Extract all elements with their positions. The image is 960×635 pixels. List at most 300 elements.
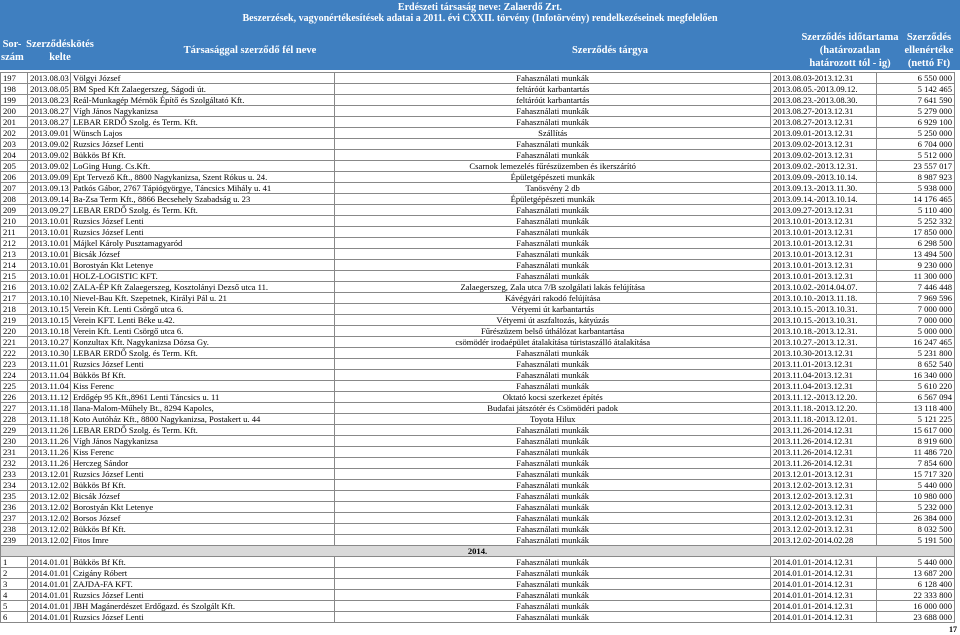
table-row	[1, 249, 955, 260]
row-date: 2013.09.14	[28, 194, 71, 205]
row-subject: Toyota Hilux	[335, 414, 771, 425]
row-date: 2013.10.01	[28, 216, 71, 227]
row-number: 239	[1, 535, 28, 546]
row-number: 221	[1, 337, 28, 348]
row-party: LEBAR ERDŐ Szolg. és Term. Kft.	[70, 348, 334, 359]
row-subject: Fahasználati munkák	[335, 524, 771, 535]
table-row	[1, 370, 955, 381]
contracts-table	[0, 72, 955, 623]
table-row	[1, 95, 955, 106]
row-subject: Fahasználati munkák	[335, 227, 771, 238]
row-party: Völgyi József	[70, 73, 334, 84]
row-party: Erdőgép 95 Kft.,8961 Lenti Táncsics u. 11	[70, 392, 334, 403]
row-subject: Csarnok lemezelés fűrészüzemben és ikerszárító	[335, 161, 771, 172]
row-number: 222	[1, 348, 28, 359]
row-subject: Budafai játszótér és Csömödéri padok	[335, 403, 771, 414]
row-party: HOLZ-LOGISTIC KFT.	[70, 271, 334, 282]
row-date: 2013.12.02	[28, 535, 71, 546]
row-duration: 2013.12.02-2013.12.31	[771, 491, 877, 502]
table-row	[1, 568, 955, 579]
row-subject: Fahasználati munkák	[335, 139, 771, 150]
table-row	[1, 227, 955, 238]
row-value: 8 032 500	[876, 524, 954, 535]
row-date: 2013.08.27	[28, 117, 71, 128]
row-subject: Fahasználati munkák	[335, 260, 771, 271]
row-duration: 2013.12.01-2013.12.31	[771, 469, 877, 480]
col-header-kelte: Szerződéskötés kelte	[26, 39, 94, 63]
row-number: 234	[1, 480, 28, 491]
row-duration: 2013.12.02-2013.12.31	[771, 513, 877, 524]
table-row	[1, 469, 955, 480]
row-subject: Fahasználati munkák	[335, 590, 771, 601]
row-value: 5 279 000	[876, 106, 954, 117]
row-party: Májkel Károly Pusztamagyaród	[70, 238, 334, 249]
row-duration: 2013.12.02-2013.12.31	[771, 502, 877, 513]
row-date: 2013.11.12	[28, 392, 71, 403]
row-number: 228	[1, 414, 28, 425]
row-subject: Fahasználati munkák	[335, 513, 771, 524]
row-party: Ruzsics József Lenti	[70, 139, 334, 150]
row-duration: 2013.10.01-2013.12.31	[771, 216, 877, 227]
row-value: 5 938 000	[876, 183, 954, 194]
row-value: 5 512 000	[876, 150, 954, 161]
row-value: 14 176 465	[876, 194, 954, 205]
row-date: 2014.01.01	[28, 601, 71, 612]
row-duration: 2013.10.01-2013.12.31	[771, 249, 877, 260]
row-party: Bükkös Bf Kft.	[70, 524, 334, 535]
row-subject: Fahasználati munkák	[335, 436, 771, 447]
row-number: 223	[1, 359, 28, 370]
table-row	[1, 348, 955, 359]
row-value: 6 298 500	[876, 238, 954, 249]
row-duration: 2013.12.02-2014.02.28	[771, 535, 877, 546]
row-subject: Fahasználati munkák	[335, 491, 771, 502]
row-number: 203	[1, 139, 28, 150]
table-row	[1, 447, 955, 458]
row-subject: Épületgépészeti munkák	[335, 194, 771, 205]
row-party: JBH Magánerdészet Erdőgazd. és Szolgált Kft.	[70, 601, 334, 612]
row-value: 8 987 923	[876, 172, 954, 183]
row-date: 2013.11.18	[28, 414, 71, 425]
row-party: Bükkös Bf Kft.	[70, 480, 334, 491]
row-number: 235	[1, 491, 28, 502]
row-duration: 2013.10.30-2013.12.31	[771, 348, 877, 359]
row-party: Konzultax Kft. Nagykanizsa Dózsa Gy.	[70, 337, 334, 348]
row-date: 2013.10.27	[28, 337, 71, 348]
row-value: 23 688 000	[876, 612, 954, 623]
row-duration: 2014.01.01-2014.12.31	[771, 579, 877, 590]
row-date: 2013.08.05	[28, 84, 71, 95]
table-row	[1, 601, 955, 612]
row-party: ZAJDA-FA KFT.	[70, 579, 334, 590]
row-party: Verein Kft. Lenti Csörgő utca 6.	[70, 326, 334, 337]
row-number: 210	[1, 216, 28, 227]
table-row	[1, 150, 955, 161]
row-date: 2013.10.02	[28, 282, 71, 293]
row-date: 2013.10.15	[28, 304, 71, 315]
row-date: 2013.09.13	[28, 183, 71, 194]
row-date: 2013.11.26	[28, 436, 71, 447]
row-duration: 2013.10.15.-2013.10.31.	[771, 315, 877, 326]
row-value: 23 557 017	[876, 161, 954, 172]
table-row	[1, 359, 955, 370]
row-duration: 2013.11.01-2013.12.31	[771, 359, 877, 370]
row-subject: Fahasználati munkák	[335, 205, 771, 216]
row-value: 5 191 500	[876, 535, 954, 546]
col-header-value: Szerződés ellenértéke (nettó Ft)	[904, 32, 954, 69]
row-duration: 2013.09.01-2013.12.31	[771, 128, 877, 139]
row-number: 226	[1, 392, 28, 403]
row-duration: 2013.10.01-2013.12.31	[771, 271, 877, 282]
row-number: 216	[1, 282, 28, 293]
col-header-subject: Szerződés tárgya	[571, 45, 649, 56]
table-row	[1, 392, 955, 403]
row-date: 2013.08.23	[28, 95, 71, 106]
table-row	[1, 161, 955, 172]
row-subject: Fahasználati munkák	[335, 568, 771, 579]
row-value: 5 440 000	[876, 480, 954, 491]
row-number: 229	[1, 425, 28, 436]
row-number: 225	[1, 381, 28, 392]
row-value: 7 641 590	[876, 95, 954, 106]
row-duration: 2013.12.02-2013.12.31	[771, 480, 877, 491]
row-party: Nievel-Bau Kft. Szepetnek, Királyi Pál u. 21	[70, 293, 334, 304]
row-duration: 2013.08.27-2013.12.31	[771, 106, 877, 117]
row-number: 217	[1, 293, 28, 304]
row-party: Vígh János Nagykanizsa	[70, 106, 334, 117]
row-party: Verein KFT. Lenti Béke u.42.	[70, 315, 334, 326]
row-number: 202	[1, 128, 28, 139]
row-duration: 2013.10.01-2013.12.31	[771, 227, 877, 238]
row-party: Ba-Zsa Term Kft., 8866 Becsehely Szabadság u. 23	[70, 194, 334, 205]
row-number: 232	[1, 458, 28, 469]
row-number: 238	[1, 524, 28, 535]
row-date: 2013.08.27	[28, 106, 71, 117]
row-number: 237	[1, 513, 28, 524]
row-party: ZALA-ÉP Kft Zalaegerszeg, Kosztolányi Dezső utca 11.	[70, 282, 334, 293]
col-header-party: Társasággal szerződő fél neve	[183, 45, 317, 56]
row-number: 2	[1, 568, 28, 579]
row-value: 7 854 600	[876, 458, 954, 469]
row-number: 208	[1, 194, 28, 205]
row-value: 13 494 500	[876, 249, 954, 260]
row-date: 2013.10.15	[28, 315, 71, 326]
row-subject: Szállítás	[335, 128, 771, 139]
row-party: Bicsák József	[70, 491, 334, 502]
row-subject: Kávégyári rakodó felújítása	[335, 293, 771, 304]
row-party: Kiss Ferenc	[70, 447, 334, 458]
row-date: 2013.09.09	[28, 172, 71, 183]
row-party: LEBAR ERDŐ Szolg. és Term. Kft.	[70, 425, 334, 436]
row-duration: 2013.11.12.-2013.12.20.	[771, 392, 877, 403]
table-row	[1, 535, 955, 546]
row-subject: Fahasználati munkák	[335, 73, 771, 84]
row-date: 2013.10.30	[28, 348, 71, 359]
row-party: Bükkös Bf Kft.	[70, 370, 334, 381]
row-duration: 2013.11.26-2014.12.31	[771, 436, 877, 447]
table-row	[1, 172, 955, 183]
row-value: 15 717 320	[876, 469, 954, 480]
row-date: 2013.08.03	[28, 73, 71, 84]
row-subject: Fahasználati munkák	[335, 238, 771, 249]
row-value: 7 000 000	[876, 304, 954, 315]
table-row	[1, 315, 955, 326]
row-duration: 2013.10.27.-2013.12.31.	[771, 337, 877, 348]
row-party: Verein Kft. Lenti Csörgő utca 6.	[70, 304, 334, 315]
row-duration: 2013.11.04-2013.12.31	[771, 381, 877, 392]
row-date: 2013.10.01	[28, 249, 71, 260]
row-date: 2013.11.04	[28, 381, 71, 392]
row-duration: 2013.10.02.-2014.04.07.	[771, 282, 877, 293]
col-header-duration: Szerződés időtartama (határozatlan határozott tól - ig)	[801, 32, 899, 69]
row-party: Bükkös Bf Kft.	[70, 557, 334, 568]
row-party: LoGing Hung. Cs.Kft.	[70, 161, 334, 172]
row-number: 224	[1, 370, 28, 381]
row-duration: 2013.11.26-2014.12.31	[771, 458, 877, 469]
row-duration: 2014.01.01-2014.12.31	[771, 601, 877, 612]
row-number: 219	[1, 315, 28, 326]
row-party: Ruzsics József Lenti	[70, 359, 334, 370]
row-number: 233	[1, 469, 28, 480]
table-row	[1, 513, 955, 524]
row-subject: feltáróút karbantartás	[335, 95, 771, 106]
row-value: 15 617 000	[876, 425, 954, 436]
document-title: Beszerzések, vagyonértékesítések adatai a 2011. évi CXXII. törvény (Infotörvény) rendelkezéseinek megfelelően	[242, 13, 718, 24]
row-number: 197	[1, 73, 28, 84]
row-date: 2013.12.02	[28, 491, 71, 502]
row-subject: Fahasználati munkák	[335, 425, 771, 436]
row-party: BM Sped Kft Zalaegerszeg, Ságodi út.	[70, 84, 334, 95]
row-value: 7 446 448	[876, 282, 954, 293]
row-duration: 2013.09.14.-2013.10.14.	[771, 194, 877, 205]
row-duration: 2013.11.26-2014.12.31	[771, 425, 877, 436]
table-row	[1, 304, 955, 315]
row-subject: Zalaegerszeg, Zala utca 7/B szolgálati lakás felújítása	[335, 282, 771, 293]
row-value: 5 231 800	[876, 348, 954, 359]
table-row	[1, 216, 955, 227]
row-party: Patkós Gábor, 2767 Tápiógyörgye, Táncsics Mihály u. 41	[70, 183, 334, 194]
row-value: 16 000 000	[876, 601, 954, 612]
table-row	[1, 491, 955, 502]
row-number: 213	[1, 249, 28, 260]
row-party: Ruzsics József Lenti	[70, 227, 334, 238]
row-value: 6 128 400	[876, 579, 954, 590]
row-date: 2013.11.26	[28, 447, 71, 458]
row-date: 2013.11.04	[28, 370, 71, 381]
row-date: 2013.12.01	[28, 469, 71, 480]
row-value: 8 919 600	[876, 436, 954, 447]
table-row	[1, 205, 955, 216]
row-value: 6 567 094	[876, 392, 954, 403]
row-duration: 2013.08.03-2013.12.31	[771, 73, 877, 84]
row-party: Ruzsics József Lenti	[70, 590, 334, 601]
row-number: 214	[1, 260, 28, 271]
row-value: 5 250 000	[876, 128, 954, 139]
row-number: 230	[1, 436, 28, 447]
row-party: Bicsák József	[70, 249, 334, 260]
row-party: Vígh János Nagykanizsa	[70, 436, 334, 447]
row-subject: Fahasználati munkák	[335, 458, 771, 469]
table-row	[1, 106, 955, 117]
row-party: Herczeg Sándor	[70, 458, 334, 469]
table-row	[1, 425, 955, 436]
table-row	[1, 293, 955, 304]
row-subject: Fahasználati munkák	[335, 480, 771, 491]
row-party: Reál-Munkagép Mérnök Építő és Szolgáltató Kft.	[70, 95, 334, 106]
row-number: 206	[1, 172, 28, 183]
table-row	[1, 381, 955, 392]
row-value: 9 230 000	[876, 260, 954, 271]
row-date: 2013.10.01	[28, 238, 71, 249]
row-date: 2013.09.27	[28, 205, 71, 216]
row-subject: Fahasználati munkák	[335, 557, 771, 568]
row-subject: Épületgépészeti munkák	[335, 172, 771, 183]
row-party: LEBAR ERDŐ Szolg. és Term. Kft.	[70, 117, 334, 128]
row-value: 6 929 100	[876, 117, 954, 128]
row-value: 17 850 000	[876, 227, 954, 238]
row-value: 13 118 400	[876, 403, 954, 414]
table-row	[1, 612, 955, 623]
row-party: Ilana-Malom-Műhely Bt., 8294 Kapolcs,	[70, 403, 334, 414]
table-row	[1, 194, 955, 205]
row-number: 209	[1, 205, 28, 216]
table-row	[1, 117, 955, 128]
row-value: 5 121 225	[876, 414, 954, 425]
row-subject: Oktató kocsi szerkezet építés	[335, 392, 771, 403]
row-duration: 2013.09.02.-2013.12.31.	[771, 161, 877, 172]
table-row	[1, 579, 955, 590]
year-separator-row	[1, 546, 955, 557]
table-row	[1, 183, 955, 194]
row-number: 218	[1, 304, 28, 315]
row-subject: Tanösvény 2 db	[335, 183, 771, 194]
row-duration: 2013.09.13.-2013.11.30.	[771, 183, 877, 194]
row-subject: Fahasználati munkák	[335, 601, 771, 612]
table-row	[1, 139, 955, 150]
row-duration: 2013.11.18.-2013.12.20.	[771, 403, 877, 414]
row-party: Fitos Imre	[70, 535, 334, 546]
row-value: 5 252 332	[876, 216, 954, 227]
table-row	[1, 260, 955, 271]
row-subject: Fahasználati munkák	[335, 469, 771, 480]
row-date: 2013.10.01	[28, 227, 71, 238]
row-duration: 2013.09.02-2013.12.31	[771, 139, 877, 150]
row-date: 2013.09.02	[28, 139, 71, 150]
row-party: Czigány Róbert	[70, 568, 334, 579]
row-party: Ruzsics József Lenti	[70, 216, 334, 227]
row-subject: Vétyemi út karbantartás	[335, 304, 771, 315]
row-duration: 2014.01.01-2014.12.31	[771, 557, 877, 568]
row-date: 2013.11.18	[28, 403, 71, 414]
row-value: 26 384 000	[876, 513, 954, 524]
table-row	[1, 282, 955, 293]
table-header	[0, 0, 960, 70]
row-party: Borsos József	[70, 513, 334, 524]
row-duration: 2013.10.18.-2013.12.31.	[771, 326, 877, 337]
row-number: 220	[1, 326, 28, 337]
table-row	[1, 337, 955, 348]
row-number: 201	[1, 117, 28, 128]
row-subject: Fűrészüzem belső úthálózat karbantartása	[335, 326, 771, 337]
row-party: Bükkös Bf Kft.	[70, 150, 334, 161]
row-subject: Fahasználati munkák	[335, 579, 771, 590]
page-number: 17	[949, 625, 957, 634]
row-date: 2013.09.02	[28, 150, 71, 161]
row-number: 4	[1, 590, 28, 601]
row-party: LEBAR ERDŐ Szolg. és Term. Kft.	[70, 205, 334, 216]
row-value: 5 110 400	[876, 205, 954, 216]
row-date: 2013.12.02	[28, 524, 71, 535]
row-date: 2013.09.02	[28, 161, 71, 172]
row-party: Koto Autóház Kft., 8800 Nagykanizsa, Postakert u. 44	[70, 414, 334, 425]
table-row	[1, 458, 955, 469]
company-title: Erdészeti társaság neve: Zalaerdő Zrt.	[397, 2, 563, 13]
row-value: 11 486 720	[876, 447, 954, 458]
row-subject: Fahasználati munkák	[335, 612, 771, 623]
row-number: 3	[1, 579, 28, 590]
row-subject: Fahasználati munkák	[335, 447, 771, 458]
row-date: 2014.01.01	[28, 557, 71, 568]
row-date: 2013.12.02	[28, 480, 71, 491]
row-value: 5 610 220	[876, 381, 954, 392]
row-value: 7 000 000	[876, 315, 954, 326]
row-value: 5 440 000	[876, 557, 954, 568]
row-value: 16 247 465	[876, 337, 954, 348]
row-number: 199	[1, 95, 28, 106]
row-subject: Fahasználati munkák	[335, 348, 771, 359]
row-number: 211	[1, 227, 28, 238]
col-header-sorszam: Sor- szám	[1, 39, 24, 63]
row-subject: csömödér irodaépület átalakítása túristaszálló átalakítása	[335, 337, 771, 348]
row-party: Kiss Ferenc	[70, 381, 334, 392]
row-duration: 2013.10.15.-2013.10.31.	[771, 304, 877, 315]
row-date: 2013.11.01	[28, 359, 71, 370]
row-value: 16 340 000	[876, 370, 954, 381]
row-party: Wünsch Lajos	[70, 128, 334, 139]
row-value: 8 652 540	[876, 359, 954, 370]
row-subject: Fahasználati munkák	[335, 381, 771, 392]
table-row	[1, 480, 955, 491]
table-row	[1, 590, 955, 601]
row-party: Ept Tervező Kft., 8800 Nagykanizsa, Szent Rókus u. 24.	[70, 172, 334, 183]
row-date: 2013.10.01	[28, 271, 71, 282]
row-subject: Fahasználati munkák	[335, 117, 771, 128]
row-duration: 2013.09.27-2013.12.31	[771, 205, 877, 216]
row-party: Ruzsics József Lenti	[70, 469, 334, 480]
row-subject: Fahasználati munkák	[335, 370, 771, 381]
row-duration: 2013.10.01-2013.12.31	[771, 238, 877, 249]
row-date: 2013.11.26	[28, 425, 71, 436]
row-duration: 2013.11.26-2014.12.31	[771, 447, 877, 458]
row-subject: Fahasználati munkák	[335, 216, 771, 227]
row-subject: Fahasználati munkák	[335, 502, 771, 513]
row-value: 5 000 000	[876, 326, 954, 337]
row-duration: 2014.01.01-2014.12.31	[771, 612, 877, 623]
row-date: 2014.01.01	[28, 612, 71, 623]
table-row	[1, 557, 955, 568]
row-date: 2014.01.01	[28, 579, 71, 590]
row-number: 212	[1, 238, 28, 249]
row-duration: 2013.08.23.-2013.08.30.	[771, 95, 877, 106]
row-subject: Fahasználati munkák	[335, 271, 771, 282]
table-row	[1, 271, 955, 282]
row-value: 5 232 000	[876, 502, 954, 513]
row-date: 2014.01.01	[28, 590, 71, 601]
table-row	[1, 238, 955, 249]
row-number: 200	[1, 106, 28, 117]
table-row	[1, 414, 955, 425]
table-row	[1, 502, 955, 513]
